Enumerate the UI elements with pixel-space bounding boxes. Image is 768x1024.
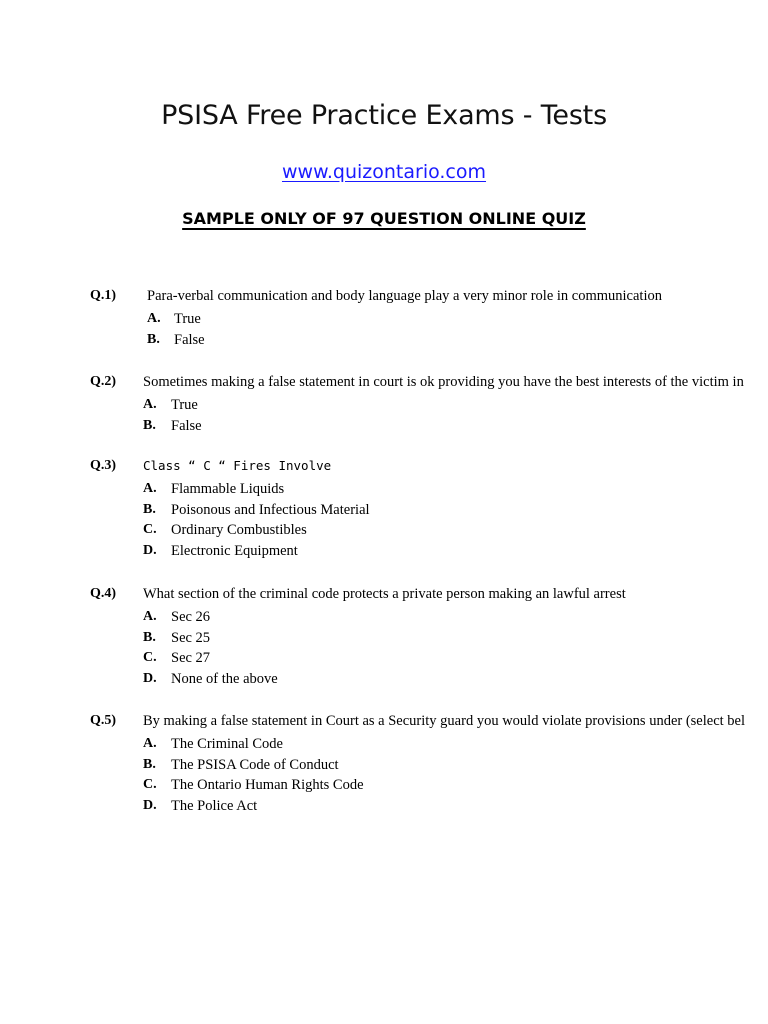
option-b xyxy=(0,330,768,351)
option-text: False xyxy=(174,331,205,348)
option-list xyxy=(0,607,768,689)
question-text: Class “ C “ Fires Involve xyxy=(143,458,332,473)
option-letter: C. xyxy=(143,650,157,666)
option-c xyxy=(0,520,768,541)
option-text: The Criminal Code xyxy=(171,736,283,752)
question-number: Q.5) xyxy=(90,713,117,728)
option-a xyxy=(0,734,768,755)
option-letter: B. xyxy=(143,501,156,517)
option-text: The PSISA Code of Conduct xyxy=(171,756,339,773)
option-b xyxy=(0,755,768,776)
option-a xyxy=(0,607,768,628)
option-text: Sec 25 xyxy=(171,629,211,646)
option-letter: A. xyxy=(147,311,161,326)
option-list xyxy=(0,479,768,561)
option-list xyxy=(0,309,768,350)
option-text: The Police Act xyxy=(171,797,258,814)
option-list xyxy=(0,395,768,436)
option-c xyxy=(0,648,768,669)
option-b xyxy=(0,416,768,437)
option-d xyxy=(0,669,768,690)
option-c xyxy=(0,775,768,796)
question-4 xyxy=(0,584,768,689)
option-a xyxy=(0,309,768,330)
question-3 xyxy=(0,456,768,561)
option-letter: D. xyxy=(143,797,157,813)
question-text: By making a false statement in Court as a Security guard you would violate provisions under (select bel xyxy=(143,713,746,729)
question-text: Sometimes making a false statement in court is ok providing you have the best interests of the victim in xyxy=(143,374,744,390)
option-letter: C. xyxy=(143,777,157,793)
question-number: Q.4) xyxy=(90,586,117,601)
option-text: True xyxy=(171,397,198,413)
option-d xyxy=(0,541,768,562)
option-letter: A. xyxy=(143,609,157,624)
option-letter: A. xyxy=(143,481,157,496)
option-text: The Ontario Human Rights Code xyxy=(171,777,364,794)
quiz-subtitle: SAMPLE ONLY OF 97 QUESTION ONLINE QUIZ xyxy=(182,209,586,228)
question-text: Para-verbal communication and body language play a very minor role in communication xyxy=(147,288,662,304)
option-letter: B. xyxy=(143,629,156,645)
option-text: Sec 27 xyxy=(171,650,211,667)
option-letter: B. xyxy=(143,756,156,772)
option-b xyxy=(0,628,768,649)
option-letter: A. xyxy=(143,736,157,751)
website-link[interactable]: www.quizontario.com xyxy=(281,161,487,183)
option-letter: A. xyxy=(143,397,157,412)
option-letter: B. xyxy=(143,417,156,433)
option-text: Ordinary Combustibles xyxy=(171,522,307,539)
option-list xyxy=(0,734,768,816)
question-text: What section of the criminal code protects a private person making an lawful arrest xyxy=(143,586,626,602)
option-a xyxy=(0,395,768,416)
option-text: None of the above xyxy=(171,670,278,687)
question-number: Q.1) xyxy=(90,288,117,303)
question-number: Q.3) xyxy=(90,458,117,473)
option-text: Poisonous and Infectious Material xyxy=(171,501,370,518)
question-number: Q.2) xyxy=(90,374,117,389)
option-text: Electronic Equipment xyxy=(171,542,298,559)
option-letter: D. xyxy=(143,670,157,686)
option-text: Sec 26 xyxy=(171,609,211,625)
option-d xyxy=(0,796,768,817)
option-letter: B. xyxy=(147,331,160,347)
option-b xyxy=(0,500,768,521)
option-text: False xyxy=(171,417,202,434)
option-text: Flammable Liquids xyxy=(171,481,285,497)
question-5 xyxy=(0,711,768,816)
option-letter: C. xyxy=(143,522,157,538)
option-text: True xyxy=(174,311,201,327)
question-1 xyxy=(0,286,768,350)
question-2 xyxy=(0,372,768,436)
option-a xyxy=(0,479,768,500)
page-title: PSISA Free Practice Exams - Tests xyxy=(161,100,607,131)
option-letter: D. xyxy=(143,542,157,558)
